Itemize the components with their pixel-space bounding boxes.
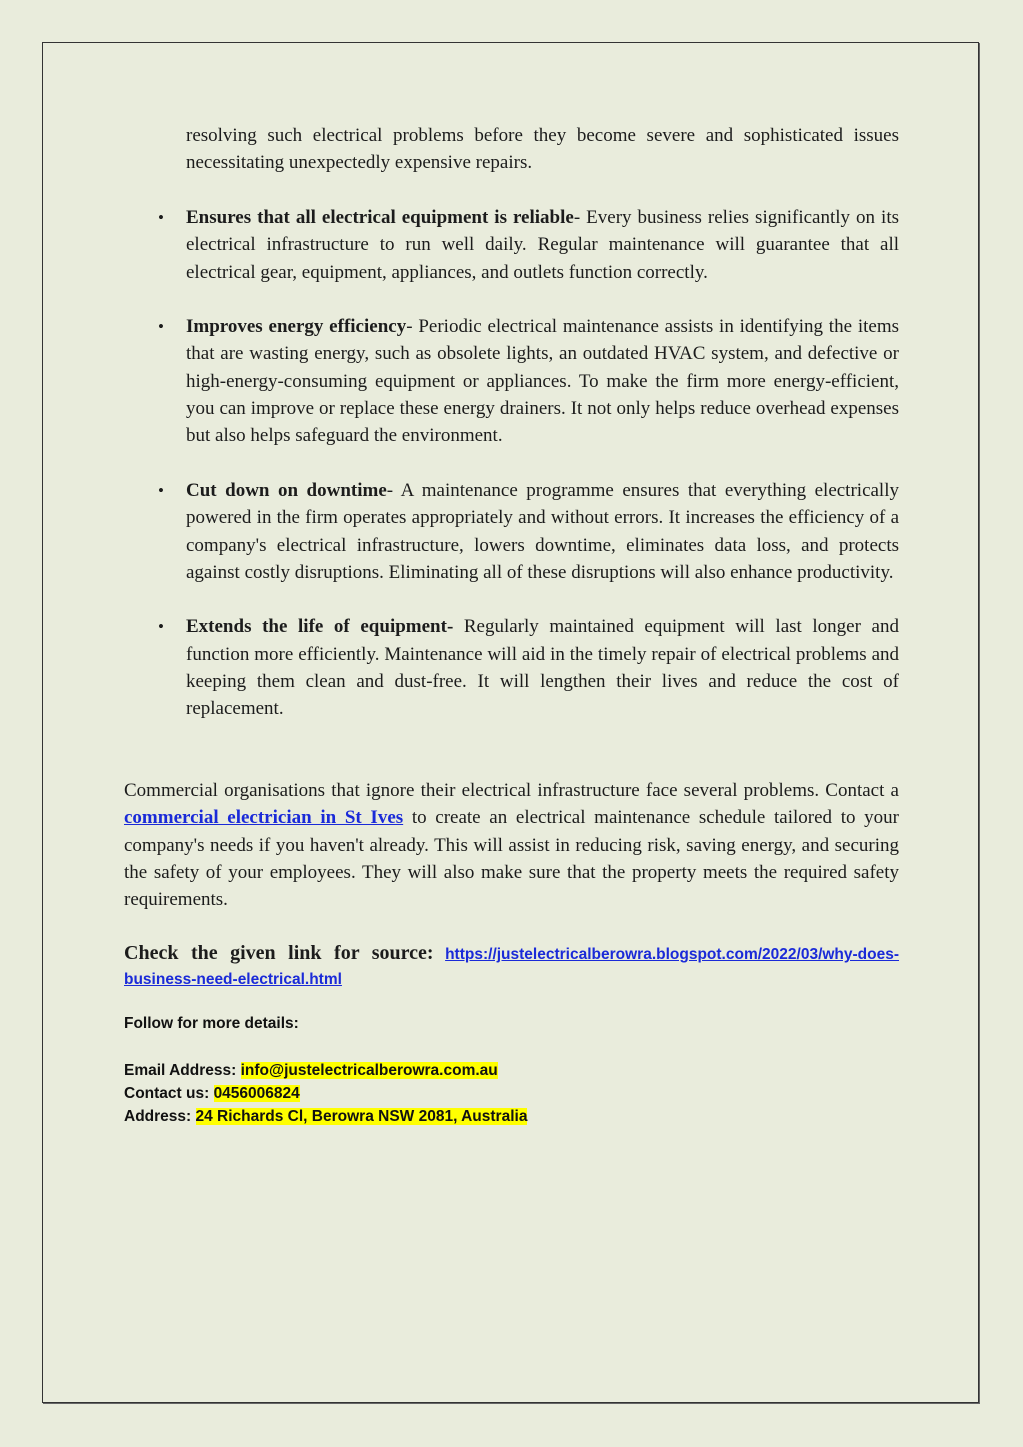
email-label: Email Address: xyxy=(124,1062,237,1079)
address-label: Address: xyxy=(124,1108,192,1125)
benefits-list xyxy=(158,204,899,750)
list-item xyxy=(158,313,899,449)
address-row xyxy=(124,1105,527,1128)
bullet-text: - A maintenance programme ensures that everything electrically powered in the firm operates appropriately and without errors. It increases the efficiency of a company's electrical infrastructure, lowers downtime, eliminates data loss, and protects against costly disruptions. Eliminating all of these disruptions will also enhance productivity. xyxy=(186,479,899,583)
email-value[interactable]: info@justelectricalberowra.com.au xyxy=(240,1062,498,1079)
bullet-icon: • xyxy=(158,617,164,637)
phone-value[interactable]: 0456006824 xyxy=(213,1085,300,1102)
address-value: 24 Richards Cl, Berowra NSW 2081, Australia xyxy=(195,1108,528,1125)
bullet-icon: • xyxy=(158,317,164,337)
bullet-title: Improves energy efficiency xyxy=(186,316,407,338)
commercial-electrician-link[interactable]: commercial electrician in St Ives xyxy=(124,807,404,829)
follow-heading: Follow for more details: xyxy=(124,1015,299,1032)
source-link[interactable]: https://justelectricalberowra.blogspot.com/2022/03/why-does-business-need-electrical.html xyxy=(124,946,900,988)
closing-text-before: Commercial organisations that ignore their electrical infrastructure face several problems. Contact a xyxy=(124,780,899,801)
contact-block xyxy=(124,1059,527,1128)
bullet-title: Extends the life of equipment- xyxy=(186,616,454,638)
bullet-text: Regularly maintained equipment will last longer and function more efficiently. Maintenance will aid in the timely repair of electrical problems and keeping them clean and dust-free. It will lengthen their lives and reduce the cost of replacement. xyxy=(186,616,899,720)
phone-label: Contact us: xyxy=(124,1085,210,1102)
closing-paragraph xyxy=(124,777,899,913)
bullet-icon: • xyxy=(158,208,164,227)
email-row xyxy=(124,1059,527,1082)
bullet-text: - Periodic electrical maintenance assists in identifying the items that are wasting energy, such as obsolete lights, an outdated HVAC system, and defective or high-energy-consuming equipment or appliances. To make the firm more energy-efficient, you can improve or replace these energy drainers. It not only helps reduce overhead expenses but also helps safeguard the environment. xyxy=(186,316,899,447)
list-item xyxy=(158,613,899,722)
list-item xyxy=(158,204,899,286)
source-label: Check the given link for source: xyxy=(124,942,434,964)
bullet-text: - Every business relies significantly on its electrical infrastructure to run well daily. Regular maintenance will guarantee that all electrical gear, equipment, appliances, and outlets function correctly. xyxy=(186,207,899,283)
bullet-title: Cut down on downtime xyxy=(186,479,387,501)
phone-row xyxy=(124,1082,527,1105)
closing-text-after: to create an electrical maintenance schedule tailored to your company's needs if you haven't already. This will assist in reducing risk, saving energy, and securing the safety of your employees. They will also make sure that the property meets the required safety requirements. xyxy=(124,807,899,911)
bullet-icon: • xyxy=(158,480,164,500)
list-item xyxy=(158,477,899,586)
source-line xyxy=(124,941,899,992)
bullet-title: Ensures that all electrical equipment is reliable xyxy=(186,207,574,228)
continuation-paragraph: resolving such electrical problems before they become severe and sophisticated issues necessitating unexpectedly expensive repairs. xyxy=(186,125,899,174)
